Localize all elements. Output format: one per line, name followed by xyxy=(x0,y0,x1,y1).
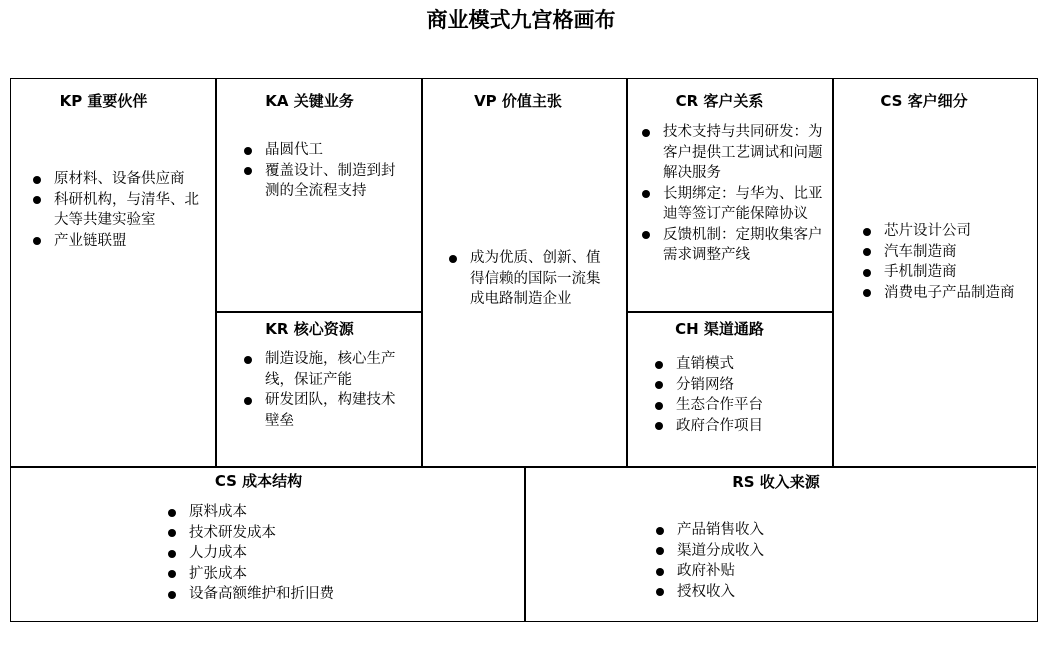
page-title: 商业模式九宫格画布 xyxy=(426,8,616,32)
divider-cr-cs xyxy=(832,79,834,466)
list-item: 技术支持与共同研发：为客户提供工艺调试和问题解决服务 xyxy=(637,122,830,184)
list-item: 产品销售收入 xyxy=(651,520,871,541)
list-item: 政府补贴 xyxy=(651,561,871,582)
list-item: 人力成本 xyxy=(163,543,413,564)
divider-vp-cr xyxy=(626,79,628,466)
block-title: KP 重要伙伴 xyxy=(59,92,148,110)
list-item: 扩张成本 xyxy=(163,564,413,585)
item-list xyxy=(651,520,871,602)
list-item: 反馈机制：定期收集客户需求调整产线 xyxy=(637,225,830,266)
list-item: 覆盖设计、制造到封测的全流程支持 xyxy=(239,161,399,202)
list-item: 政府合作项目 xyxy=(650,416,820,437)
divider-kp-ka xyxy=(215,79,217,466)
item-list xyxy=(858,221,1036,303)
list-item: 技术研发成本 xyxy=(163,523,413,544)
item-list xyxy=(163,502,413,605)
item-list xyxy=(637,122,830,266)
item-list xyxy=(239,140,399,202)
item-list xyxy=(239,349,399,431)
item-list xyxy=(444,248,612,310)
list-item: 直销模式 xyxy=(650,354,820,375)
list-item: 产业链联盟 xyxy=(28,231,203,252)
block-title: CS 成本结构 xyxy=(214,472,303,490)
list-item: 成为优质、创新、值得信赖的国际一流集成电路制造企业 xyxy=(444,248,612,310)
block-title: VP 价值主张 xyxy=(474,92,562,110)
list-item: 晶圆代工 xyxy=(239,140,399,161)
block-title: CH 渠道通路 xyxy=(675,320,764,338)
block-title: CS 客户细分 xyxy=(880,92,968,110)
divider-ka-vp xyxy=(421,79,423,466)
block-title: CR 客户关系 xyxy=(675,92,764,110)
item-list xyxy=(650,354,820,436)
list-item: 原材料、设备供应商 xyxy=(28,169,203,190)
list-item: 原料成本 xyxy=(163,502,413,523)
block-title: KA 关键业务 xyxy=(265,92,354,110)
item-list xyxy=(28,169,203,251)
list-item: 分销网络 xyxy=(650,375,820,396)
list-item: 制造设施，核心生产线，保证产能 xyxy=(239,349,399,390)
divider-ka-kr xyxy=(215,311,421,313)
list-item: 长期绑定：与华为、比亚迪等签订产能保障协议 xyxy=(637,184,830,225)
block-title: KR 核心资源 xyxy=(265,320,354,338)
list-item: 芯片设计公司 xyxy=(858,221,1036,242)
list-item: 汽车制造商 xyxy=(858,242,1036,263)
list-item: 渠道分成收入 xyxy=(651,541,871,562)
business-model-canvas xyxy=(10,78,1038,622)
list-item: 手机制造商 xyxy=(858,262,1036,283)
list-item: 生态合作平台 xyxy=(650,395,820,416)
list-item: 研发团队，构建技术壁垒 xyxy=(239,390,399,431)
list-item: 科研机构，与清华、北大等共建实验室 xyxy=(28,190,203,231)
block-title: RS 收入来源 xyxy=(732,473,820,491)
list-item: 设备高额维护和折旧费 xyxy=(163,584,413,605)
list-item: 消费电子产品制造商 xyxy=(858,283,1036,304)
divider-cr-ch xyxy=(626,311,832,313)
list-item: 授权收入 xyxy=(651,582,871,603)
